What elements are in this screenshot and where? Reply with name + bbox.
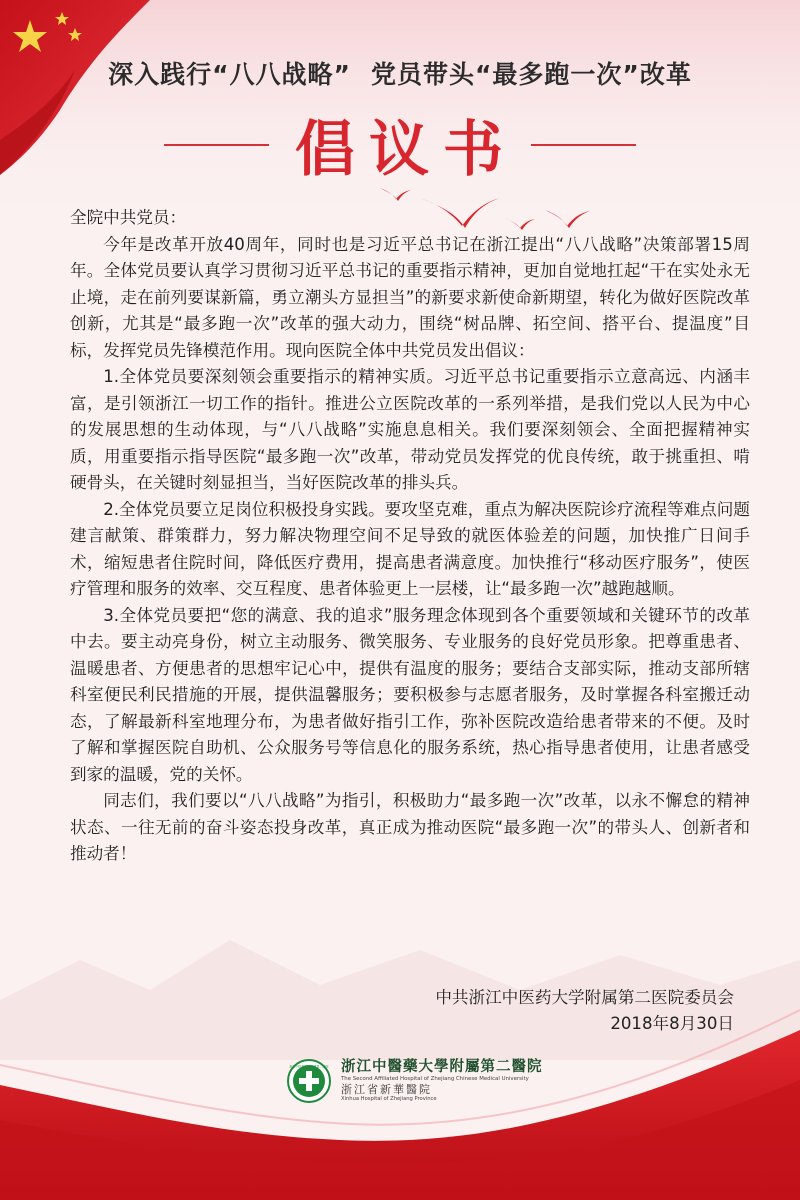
- paragraph-point-2: 2.全体党员要立足岗位积极投身实践。要攻坚克难，重点为解决医院诊疗流程等难点问题建言献策、群策群力，努力解决物理空间不足导致的就医体验差的问题，加快推广日间手术，缩短患者住院时间，降低医疗费用，提高患者满意度。加快推行“移动医疗服务”，使医疗管理和服务的效率、交互程度、患者体验更上一层楼，让“最多跑一次”越跑越顺。: [70, 499, 750, 598]
- emblem-ring-text: 浙江中医药大学附属第二医院: [289, 1064, 329, 1069]
- paragraph-point-1: 1.全体党员要深刻领会重要指示的精神实质。习近平总书记重要指示立意高远、内涵丰富，是引领浙江一切工作的指针。推进公立医院改革的一系列举措，是我们党以人民为中心的发展思想的生动体现，与“八八战略”实施息息相关。我们要深刻领会、全面把握精神实质，用重要指示指导医院“最多跑一次”改革，带动党员发挥党的优良传统，敢于挑重担、啃硬骨头，在关键时刻显担当，当好医院改革的排头兵。: [70, 367, 750, 492]
- logo-name-cn2: 浙江省新華醫院: [341, 1083, 432, 1096]
- salutation: 全院中共党员：: [70, 208, 187, 227]
- title-left-line: [164, 144, 269, 146]
- title-row: [0, 100, 800, 190]
- paragraph-intro: 今年是改革开放40周年，同时也是习近平总书记在浙江提出“八八战略”决策部署15周年。全体党员要认真学习贯彻习近平总书记的重要指示精神，更加自觉地扛起“干在实处永无止境，走在前列要谋新篇，勇立潮头方显担当”的新要求新使命新期望，转化为做好医院改革创新，尤其是“最多跑一次”改革的强大动力，围绕“树品牌、拓空间、搭平台、提温度”目标，发挥党员先锋模范作用。现向医院全体中共党员发出倡议：: [70, 234, 750, 360]
- headline-part2: 党员带头“最多跑一次”改革: [371, 60, 692, 89]
- logo-name-cn: 浙江中醫藥大學附屬第二醫院: [341, 1058, 543, 1075]
- headline: [0, 55, 800, 91]
- paragraph-closing: 同志们，我们要以“八八战略”为指引，积极助力“最多跑一次”改革，以永不懈怠的精神状态、一往无前的奋斗姿态投身改革，真正成为推动医院“最多跑一次”的带头人、创新者和推动者！: [70, 791, 750, 863]
- logo-name-en: The Second Affiliated Hospital of Zhejiang Chinese Medical University: [341, 1076, 529, 1082]
- page-title: 倡议书: [295, 115, 517, 185]
- signature-org: 中共浙江中医药大学附属第二医院委员会: [435, 988, 734, 1007]
- letter-body: [70, 205, 750, 868]
- title-right-line: [531, 144, 636, 146]
- signature-date: 2018年8月30日: [610, 1014, 734, 1033]
- logo-name-en2: Xinhua Hospital of Zhejiang Province: [341, 1096, 437, 1102]
- headline-part1: 深入践行“八八战略”: [108, 60, 351, 89]
- signature-block: [435, 985, 734, 1037]
- paragraph-point-3: 3.全体党员要把“您的满意、我的追求”服务理念体现到各个重要领域和关键环节的改革中去。要主动亮身份，树立主动服务、微笑服务、专业服务的良好党员形象。把尊重患者、温暖患者、方便患者的思想牢记心中，提供有温度的服务；要结合支部实际，推动支部所辖科室便民利民措施的开展，提供温馨服务；要积极参与志愿者服务，及时掌握各科室搬迁动态，了解最新科室地理分布，为患者做好指引工作，弥补医院改造给患者带来的不便。及时了解和掌握医院自助机、公众服务号等信息化的服务系统，热心指导患者使用，让患者感受到家的温暖，党的关怀。: [70, 605, 750, 784]
- hospital-logo: [287, 1058, 543, 1104]
- hospital-emblem-icon: [287, 1059, 331, 1103]
